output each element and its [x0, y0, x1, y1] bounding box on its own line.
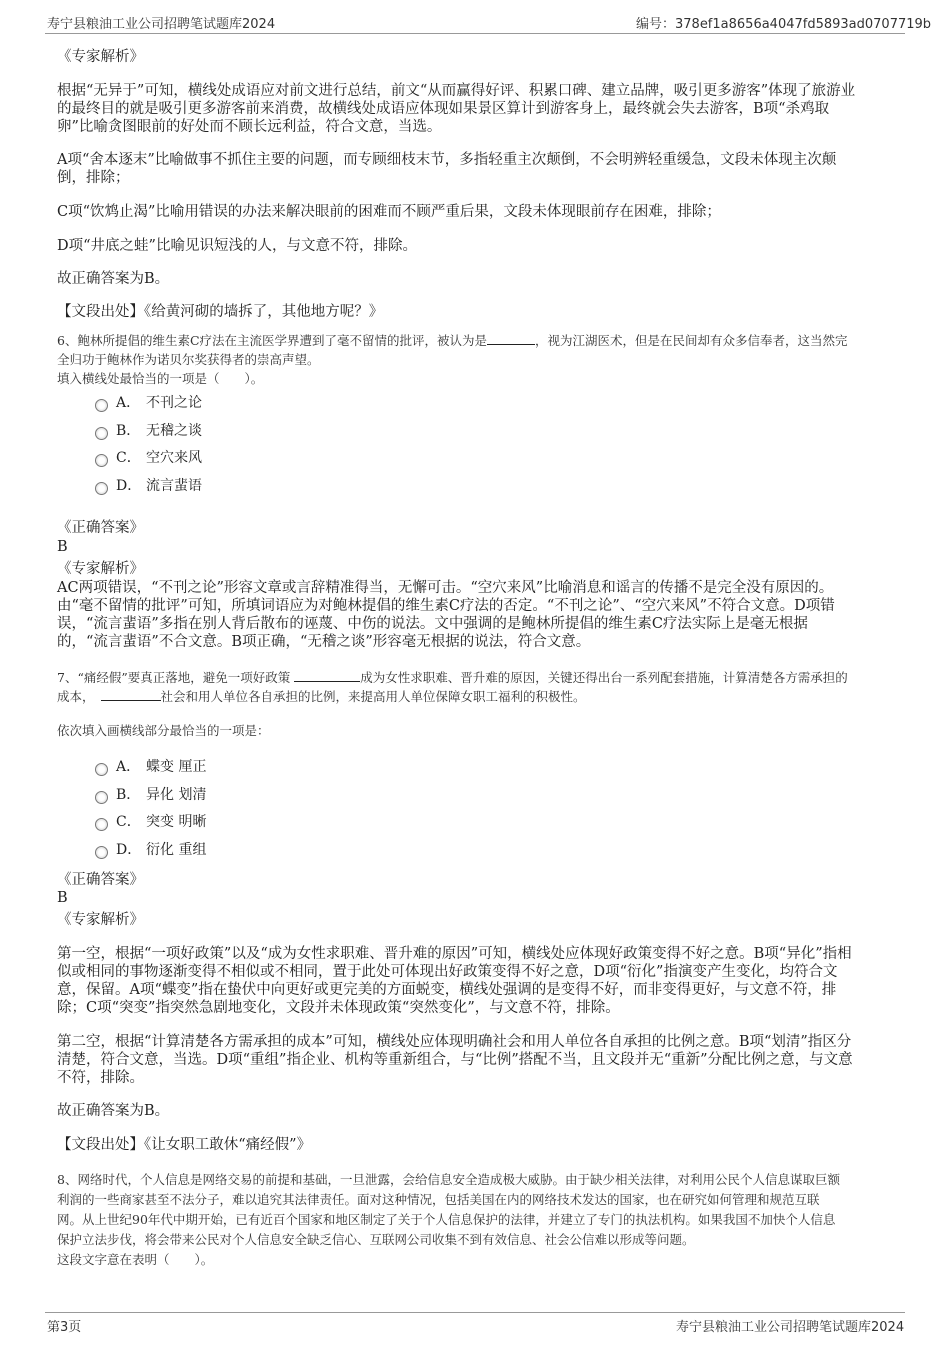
q6-analysis-line4: 的，“流言蜚语”不合文意。B项正确，“无稽之谈”形容毫无根据的说法，符合文意。 — [57, 634, 591, 650]
q7-answer: B — [57, 890, 68, 906]
footer-title: 寿宁县粮油工业公司招聘笔试题库2024 — [676, 1320, 905, 1335]
q5-para2-line1: A项“舍本逐末”比喻做事不抓住主要的问题，而专顾细枝末节，多指轻重主次颠倒，不会明辨轻重缓急，文段未体现主次颠 — [57, 152, 837, 168]
q5-source: 【文段出处】《给黄河砌的墙拆了，其他地方呢？》 — [57, 304, 384, 320]
q6-option-c[interactable]: C． 空穴来风 — [95, 448, 202, 468]
q7-analysis-label: 《专家解析》 — [57, 912, 144, 928]
radio-icon[interactable] — [95, 818, 108, 831]
q5-para4: D项“井底之蛙”比喻见识短浅的人，与文意不符，排除。 — [57, 238, 417, 254]
q6-stem-line2: 全归功于鲍林作为诺贝尔奖获得者的崇高声望。 — [57, 352, 320, 367]
q7-stem-line1: 7、“痛经假”要真正落地，避免一项好政策 成为女性求职难、晋升难的原因，关键还得出台一系列配套措施，计算清楚各方需承担的 — [57, 670, 848, 685]
q8-line3: 网。从上世纪90年代中期开始，已有近百个国家和地区制定了关于个人信息保护的法律，并建立了专门的执法机构。如果我国不加快个人信息 — [57, 1212, 836, 1227]
q8-line2: 利润的一些商家甚至不法分子，难以追究其法律责任。面对这种情况，包括美国在内的网络技术发达的国家，也在研究如何管理和规范互联 — [57, 1192, 820, 1207]
q7-stem-line2: 成本， 社会和用人单位各自承担的比例，来提高用人单位保障女职工福利的积极性。 — [57, 689, 586, 704]
q8-line1: 8、网络时代，个人信息是网络交易的前提和基础，一旦泄露，会给信息安全造成极大威胁。由于缺少相关法律，对利用公民个人信息谋取巨额 — [57, 1172, 840, 1187]
q7-blank-1 — [294, 669, 360, 682]
q5-para1-line3: 卵”比喻贪图眼前的好处而不顾长远利益，符合文意，当选。 — [57, 119, 442, 135]
q7-para2-line2: 清楚，符合文意，当选。D项“重组”指企业、机构等重新组合，与“比例”搭配不当，且文段并无“重新”分配比例之意，与文意 — [57, 1052, 853, 1068]
q7-source: 【文段出处】《让女职工敢休“痛经假”》 — [57, 1137, 312, 1153]
q5-para3: C项“饮鸩止渴”比喻用错误的办法来解决眼前的困难而不顾严重后果，文段未体现眼前存在困难，排除； — [57, 204, 721, 220]
q7-option-d[interactable]: D． 衍化 重组 — [95, 840, 206, 860]
q5-para1-line1: 根据“无异于”可知，横线处成语应对前文进行总结，前文“从而赢得好评、积累口碑、建立品牌，吸引更多游客”体现了旅游业 — [57, 83, 856, 99]
q6-option-b[interactable]: B． 无稽之谈 — [95, 421, 202, 441]
radio-icon[interactable] — [95, 482, 108, 495]
q7-para3: 故正确答案为B。 — [57, 1103, 170, 1119]
q6-blank — [487, 332, 535, 345]
q5-analysis-label: 《专家解析》 — [57, 49, 144, 65]
q7-option-c[interactable]: C． 突变 明晰 — [95, 812, 206, 832]
radio-icon[interactable] — [95, 399, 108, 412]
q6-option-d[interactable]: D． 流言蜚语 — [95, 476, 202, 496]
q7-para1-line2: 似或相同的事物逐渐变得不相似或不相同，置于此处可体现出好政策变得不好之意，D项“衍化”指演变产生变化，均符合文 — [57, 964, 838, 980]
radio-icon[interactable] — [95, 427, 108, 440]
q7-option-a[interactable]: A． 蝶变 厘正 — [95, 757, 206, 777]
footer-page-number: 第3页 — [47, 1320, 82, 1335]
q7-option-b[interactable]: B． 异化 划清 — [95, 785, 206, 805]
header-title: 寿宁县粮油工业公司招聘笔试题库2024 — [47, 17, 276, 32]
radio-icon[interactable] — [95, 454, 108, 467]
q6-answer: B — [57, 539, 68, 555]
q7-para2-line1: 第二空，根据“计算清楚各方需承担的成本”可知，横线处应体现明确社会和用人单位各自承担的比例之意。B项“划清”指区分 — [57, 1034, 852, 1050]
q6-analysis-line2: 由“毫不留情的批评”可知，所填词语应为对鲍林提倡的维生素C疗法的否定。“不刊之论”、“空穴来风”不符合文意。D项错 — [57, 598, 835, 614]
q7-answer-label: 《正确答案》 — [57, 872, 144, 888]
q6-prompt: 填入横线处最恰当的一项是（ ）。 — [57, 371, 264, 386]
q6-analysis-line1: AC两项错误，“不刊之论”形容文章或言辞精准得当，无懈可击。“空穴来风”比喻消息和谣言的传播不是完全没有原因的。 — [57, 580, 834, 596]
q6-analysis-label: 《专家解析》 — [57, 561, 144, 577]
header-divider — [45, 33, 905, 34]
radio-icon[interactable] — [95, 763, 108, 776]
radio-icon[interactable] — [95, 791, 108, 804]
footer-divider — [45, 1312, 905, 1313]
q7-para1-line1: 第一空，根据“一项好政策”以及“成为女性求职难、晋升难的原因”可知，横线处应体现好政策变得不好之意。B项“异化”指相 — [57, 946, 852, 962]
q5-para5: 故正确答案为B。 — [57, 271, 170, 287]
q6-answer-label: 《正确答案》 — [57, 520, 144, 536]
q7-blank-2 — [101, 688, 161, 701]
q7-prompt: 依次填入画横线部分最恰当的一项是： — [57, 723, 270, 738]
q6-analysis-line3: 误，“流言蜚语”多指在别人背后散布的诬蔑、中伤的说法。文中强调的是鲍林所提倡的维生素C疗法实际上是毫无根据 — [57, 616, 808, 632]
q7-para2-line3: 不符，排除。 — [57, 1070, 144, 1086]
q7-para1-line3: 意，保留。A项“蝶变”指在蛰伏中向更好或更完美的方面蜕变，横线处强调的是变得不好，而非变得更好，与文意不符，排 — [57, 982, 837, 998]
q5-para1-line2: 的最终目的就是吸引更多游客前来消费，故横线处成语应体现如果景区算计到游客身上，最终就会失去游客，B项“杀鸡取 — [57, 101, 830, 117]
q5-para2-line2: 倒，排除； — [57, 170, 130, 186]
radio-icon[interactable] — [95, 846, 108, 859]
q8-prompt: 这段文字意在表明（ ）。 — [57, 1252, 214, 1267]
q6-stem-line1: 6、鲍林所提倡的维生素C疗法在主流医学界遭到了毫不留情的批评，被认为是 ，视为江湖医术，但是在民间却有众多信奉者，这当然完 — [57, 333, 848, 348]
q6-option-a[interactable]: A． 不刊之论 — [95, 393, 202, 413]
q7-para1-line4: 除；C项“突变”指突然急剧地变化，文段并未体现政策“突然变化”，与文意不符，排除。 — [57, 1000, 620, 1016]
q8-line4: 保护立法步伐，将会带来公民对个人信息安全缺乏信心、互联网公司收集不到有效信息、社会公信难以形成等问题。 — [57, 1232, 695, 1247]
header-serial: 编号：378ef1a8656a4047fd5893ad0707719b — [636, 17, 932, 32]
